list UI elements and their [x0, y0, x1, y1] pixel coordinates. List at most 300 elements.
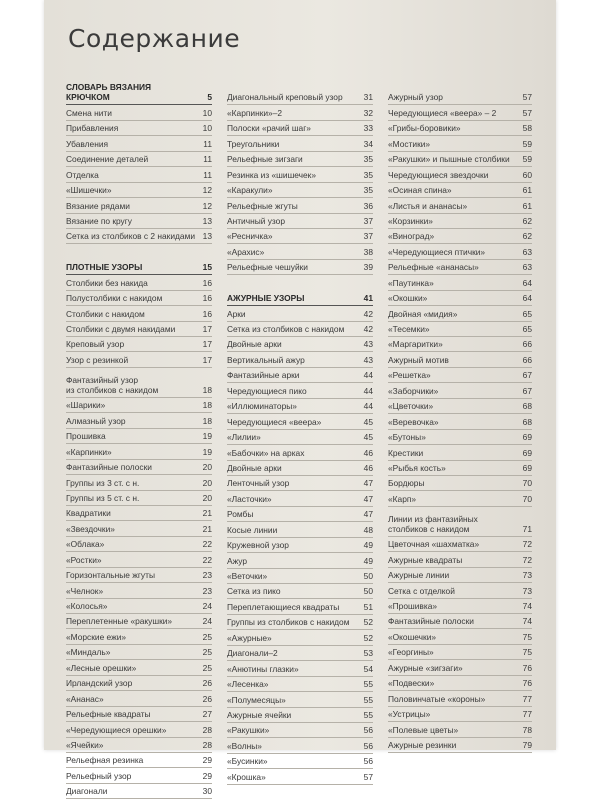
toc-page-number: 11 — [203, 138, 212, 149]
toc-entry — [227, 399, 373, 414]
toc-page-number: 23 — [202, 585, 212, 596]
toc-entry-title: Рельефные «ананасы» — [388, 262, 479, 273]
toc-entry — [66, 306, 212, 321]
toc-page-number: 24 — [202, 616, 212, 627]
toc-entry-title: Чередующиеся звездочки — [388, 169, 489, 180]
page-title: Содержание — [68, 24, 241, 53]
toc-entry-title: Узор с резинкой — [66, 354, 129, 365]
toc-page-number: 19 — [202, 446, 212, 457]
toc-page-number: 43 — [363, 339, 373, 350]
toc-entry-title: Рельефная резинка — [66, 755, 144, 766]
toc-entry-title: Линии из фантазийных столбиков с накидом — [388, 513, 478, 534]
toc-page-number: 12 — [202, 185, 212, 196]
toc-entry-title: Вязание по кругу — [66, 215, 132, 226]
toc-entry — [66, 784, 212, 799]
toc-page-number: 44 — [363, 370, 373, 381]
toc-gap — [227, 275, 373, 290]
toc-entry — [227, 368, 373, 383]
toc-entry-title: Крестики — [388, 447, 424, 458]
toc-page-number: 66 — [522, 339, 532, 350]
toc-entry-title: «Паутинка» — [388, 277, 434, 288]
toc-entry — [66, 614, 212, 629]
toc-entry — [388, 476, 532, 491]
toc-entry — [227, 352, 373, 367]
toc-entry — [227, 244, 373, 259]
toc-entry-title: Сетка с отделкой — [388, 585, 455, 596]
toc-entry-title: ПЛОТНЫЕ УЗОРЫ — [66, 262, 143, 273]
toc-entry-title: Столбики с двумя накидами — [66, 324, 176, 334]
toc-entry-title: «Окошечки» — [388, 631, 437, 642]
toc-entry — [388, 275, 532, 290]
toc-entry — [388, 614, 532, 629]
toc-page-number: 77 — [522, 693, 532, 704]
toc-page-number: 20 — [202, 477, 212, 488]
toc-page-number: 33 — [363, 123, 373, 134]
toc-entry — [227, 337, 373, 352]
toc-page-number: 69 — [522, 432, 532, 443]
toc-page-number: 55 — [363, 679, 373, 690]
toc-entry — [388, 183, 532, 198]
toc-page-number: 47 — [363, 478, 373, 489]
toc-entry-title: Ленточный узор — [227, 478, 290, 489]
toc-entry — [227, 430, 373, 445]
toc-page-number: 69 — [522, 447, 532, 458]
toc-entry — [227, 229, 373, 244]
toc-entry — [66, 444, 212, 459]
toc-page-number: 28 — [202, 724, 212, 735]
toc-page-number: 19 — [202, 431, 212, 442]
toc-page-number: 50 — [363, 586, 373, 597]
toc-page-number: 16 — [202, 308, 212, 319]
toc-entry-title: «Шишечки» — [66, 185, 112, 196]
toc-page-number: 5 — [207, 92, 212, 103]
toc-page-number: 56 — [363, 740, 373, 751]
toc-entry — [227, 105, 373, 120]
toc-entry-title: Диагонали–2 — [227, 648, 278, 659]
toc-entry-title: «Шарики» — [66, 400, 106, 411]
toc-page-number: 15 — [202, 262, 212, 273]
toc-entry-title: «Грибы-боровики» — [388, 123, 461, 134]
toc-entry — [227, 661, 373, 676]
toc-entry-title: Половинчатые «короны» — [388, 693, 486, 704]
toc-entry — [388, 306, 532, 321]
toc-page-number: 75 — [522, 647, 532, 658]
toc-page-number: 74 — [522, 616, 532, 627]
toc-entry — [227, 476, 373, 491]
toc-entry-title: «Иллюминаторы» — [227, 401, 297, 412]
toc-entry — [66, 229, 212, 244]
toc-entry — [66, 676, 212, 691]
toc-page-number: 54 — [363, 663, 373, 674]
toc-entry — [66, 722, 212, 737]
toc-page-number: 47 — [363, 493, 373, 504]
toc-entry — [388, 337, 532, 352]
toc-entry-title: «Рыбья кость» — [388, 462, 446, 473]
toc-page-number: 77 — [522, 709, 532, 720]
toc-page-number: 65 — [522, 324, 532, 334]
toc-entry-title: Резинка из «шишечек» — [227, 169, 317, 180]
toc-entry-title: «Карп» — [388, 493, 417, 504]
toc-page-number: 59 — [522, 138, 532, 149]
toc-entry-title: «Ростки» — [66, 554, 102, 565]
toc-page-number: 49 — [363, 555, 373, 566]
toc-page-number: 55 — [363, 694, 373, 705]
toc-section-heading — [227, 291, 373, 306]
toc-entry-title: «Устрицы» — [388, 709, 431, 720]
toc-page-number: 75 — [522, 631, 532, 642]
toc-entry — [66, 460, 212, 475]
toc-entry-title: «Полумесяцы» — [227, 694, 286, 705]
toc-entry-title: «Миндаль» — [66, 647, 111, 658]
toc-page-number: 30 — [202, 786, 212, 797]
toc-page-number: 10 — [202, 107, 212, 118]
toc-entry — [66, 521, 212, 536]
toc-entry — [66, 768, 212, 783]
toc-page-number: 17 — [202, 339, 212, 350]
toc-entry-title: Ажурные квадраты — [388, 554, 463, 565]
toc-entry-title: Цветочная «шахматка» — [388, 539, 480, 550]
toc-page-number: 38 — [363, 246, 373, 257]
toc-entry — [227, 198, 373, 213]
toc-entry — [388, 136, 532, 151]
toc-entry-title: Двойные арки — [227, 462, 282, 473]
toc-page-number: 57 — [363, 771, 373, 782]
toc-entry — [388, 352, 532, 367]
toc-page-number: 79 — [522, 739, 532, 750]
toc-page-number: 37 — [363, 231, 373, 242]
toc-entry — [227, 306, 373, 321]
toc-entry — [227, 646, 373, 661]
toc-entry — [388, 691, 532, 706]
toc-page-number: 35 — [363, 154, 373, 165]
toc-entry — [227, 569, 373, 584]
toc-entry-title: «Бусинки» — [227, 756, 268, 767]
toc-entry-title: «Ажурные» — [227, 632, 272, 643]
toc-entry — [66, 537, 212, 552]
toc-entry-title: «Маргаритки» — [388, 339, 443, 350]
toc-entry-title: «Подвески» — [388, 678, 435, 689]
toc-entry-title: Переплетенные «ракушки» — [66, 616, 173, 627]
toc-page-number: 68 — [522, 416, 532, 427]
toc-page-number: 73 — [522, 570, 532, 581]
toc-entry-title: «Ресничка» — [227, 231, 273, 242]
toc-entry — [227, 538, 373, 553]
toc-entry-title: «Лесные орешки» — [66, 662, 137, 673]
toc-page-number: 12 — [202, 200, 212, 211]
toc-entry-title: «Карпинки» — [66, 446, 112, 457]
toc-page-number: 27 — [202, 709, 212, 720]
toc-entry — [227, 214, 373, 229]
toc-page-number: 52 — [363, 617, 373, 628]
toc-entry-title: «Осиная спина» — [388, 185, 452, 196]
toc-entry — [66, 291, 212, 306]
toc-entry — [66, 599, 212, 614]
toc-entry — [227, 708, 373, 723]
toc-entry — [66, 629, 212, 644]
toc-entry — [227, 553, 373, 568]
toc-entry — [227, 152, 373, 167]
toc-column-3 — [388, 90, 532, 753]
toc-entry-title: АЖУРНЫЕ УЗОРЫ — [227, 293, 305, 304]
toc-entry — [388, 491, 532, 506]
toc-entry — [227, 491, 373, 506]
toc-entry — [66, 568, 212, 583]
toc-entry-title: Группы из столбиков с накидом — [227, 617, 350, 628]
toc-entry-title: Треугольники — [227, 138, 280, 149]
toc-entry-title: Сетка из столбиков с 2 накидами — [66, 231, 196, 242]
toc-entry — [227, 322, 373, 337]
toc-entry — [227, 445, 373, 460]
toc-entry-title: Ажурные резинки — [388, 739, 457, 750]
toc-entry — [227, 723, 373, 738]
toc-entry-title: Полустолбики с накидом — [66, 293, 163, 304]
toc-page-number: 57 — [522, 107, 532, 118]
toc-page-number: 73 — [522, 585, 532, 596]
toc-entry-title: «Георгины» — [388, 647, 434, 658]
toc-page-number: 59 — [522, 154, 532, 165]
toc-page-number: 52 — [363, 632, 373, 643]
toc-entry — [227, 599, 373, 614]
toc-entry-title: Двойные арки — [227, 339, 282, 350]
toc-entry — [388, 244, 532, 259]
toc-entry — [227, 769, 373, 784]
toc-entry-title: Смена нити — [66, 107, 112, 118]
toc-page-number: 51 — [363, 601, 373, 612]
toc-entry — [66, 167, 212, 182]
toc-entry — [388, 583, 532, 598]
toc-entry — [66, 198, 212, 213]
toc-entry — [227, 414, 373, 429]
toc-page-number: 47 — [363, 509, 373, 520]
toc-entry — [388, 660, 532, 675]
toc-entry — [227, 615, 373, 630]
toc-page-number: 76 — [522, 662, 532, 673]
toc-page-number: 10 — [202, 123, 212, 134]
toc-entry-title: Прибавления — [66, 123, 119, 134]
toc-page-number: 78 — [522, 724, 532, 735]
toc-entry — [227, 461, 373, 476]
toc-entry-title: «Облака» — [66, 539, 105, 550]
toc-entry-title: «Карпинки»–2 — [227, 107, 283, 118]
toc-entry-title: Вертикальный ажур — [227, 354, 305, 365]
toc-entry — [66, 183, 212, 198]
toc-page-number: 67 — [522, 370, 532, 381]
toc-entry-title: Ажурный узор — [388, 92, 443, 103]
toc-entry-title: Ажурные линии — [388, 570, 450, 581]
toc-entry — [227, 738, 373, 753]
toc-page-number: 63 — [522, 262, 532, 273]
toc-entry-title: Группы из 5 ст. с н. — [66, 492, 140, 503]
toc-page-number: 64 — [522, 293, 532, 304]
toc-entry — [227, 383, 373, 398]
toc-page-number: 22 — [202, 554, 212, 565]
toc-page-number: 63 — [522, 246, 532, 257]
toc-entry — [388, 105, 532, 120]
toc-entry-title: «Веточки» — [227, 571, 268, 581]
toc-page-number: 41 — [363, 293, 373, 304]
toc-entry — [388, 383, 532, 398]
toc-gap — [66, 244, 212, 259]
toc-page-number: 20 — [202, 492, 212, 503]
toc-entry-title: Соединение деталей — [66, 154, 149, 165]
toc-entry — [388, 738, 532, 753]
toc-page-number: 25 — [202, 647, 212, 658]
toc-page-number: 45 — [363, 416, 373, 427]
toc-page-number: 35 — [363, 169, 373, 180]
toc-entry-title: «Ракушки» и пышные столбики — [388, 154, 510, 165]
toc-entry — [66, 691, 212, 706]
toc-entry — [227, 183, 373, 198]
toc-page-number: 16 — [202, 293, 212, 304]
toc-entry — [66, 506, 212, 521]
toc-entry — [388, 599, 532, 614]
toc-entry-title: «Окошки» — [388, 293, 428, 304]
toc-entry — [227, 692, 373, 707]
toc-entry — [388, 461, 532, 476]
toc-entry — [388, 260, 532, 275]
toc-page-number: 20 — [202, 462, 212, 473]
toc-page-number: 36 — [363, 200, 373, 211]
toc-entry — [227, 584, 373, 599]
toc-page-number: 44 — [363, 401, 373, 412]
toc-entry-title: Ромбы — [227, 509, 254, 520]
toc-page-number: 16 — [202, 277, 212, 288]
toc-page-number: 70 — [522, 478, 532, 489]
toc-entry — [66, 475, 212, 490]
toc-entry-title: «Лилии» — [227, 432, 261, 443]
toc-entry-title: «Чередующиеся орешки» — [66, 724, 167, 735]
toc-entry-title: Арки — [227, 308, 246, 319]
toc-page-number: 58 — [522, 123, 532, 134]
toc-page-number: 42 — [363, 308, 373, 319]
toc-entry — [66, 322, 212, 337]
toc-page-number: 50 — [363, 571, 373, 581]
toc-entry — [227, 167, 373, 182]
toc-entry — [66, 136, 212, 151]
toc-entry-title: «Бабочки» на арках — [227, 447, 305, 458]
toc-entry — [227, 630, 373, 645]
toc-entry — [388, 291, 532, 306]
toc-entry — [388, 198, 532, 213]
toc-entry-title: «Листья и ананасы» — [388, 200, 468, 211]
toc-entry — [388, 629, 532, 644]
toc-entry-title: Рельефные квадраты — [66, 709, 151, 720]
toc-entry — [66, 121, 212, 136]
toc-entry-title: Столбики без накида — [66, 277, 148, 288]
toc-entry-title: Сетка из столбиков с накидом — [227, 324, 345, 334]
toc-page-number: 17 — [202, 324, 212, 334]
toc-page-number: 64 — [522, 277, 532, 288]
toc-entry-title: Двойная «мидия» — [388, 308, 458, 319]
toc-page-number: 74 — [522, 601, 532, 611]
toc-page-number: 56 — [363, 756, 373, 767]
toc-entry-title: Группы из 3 ст. с н. — [66, 477, 140, 488]
toc-page-number: 46 — [363, 447, 373, 458]
toc-page-number: 43 — [363, 354, 373, 365]
toc-entry — [388, 90, 532, 105]
toc-column-2 — [227, 90, 373, 785]
toc-page-number: 67 — [522, 385, 532, 396]
toc-entry-title: «Колосья» — [66, 601, 108, 611]
toc-page-number: 72 — [522, 554, 532, 565]
toc-entry — [227, 754, 373, 769]
toc-page-number: 26 — [202, 693, 212, 704]
toc-entry — [66, 398, 212, 413]
toc-entry-title: Ирландский узор — [66, 678, 133, 689]
toc-entry-title: «Веревочка» — [388, 416, 439, 427]
toc-entry — [227, 121, 373, 136]
toc-entry-title: «Решетка» — [388, 370, 431, 381]
toc-entry — [388, 152, 532, 167]
toc-page-number: 49 — [363, 540, 373, 551]
toc-page-number: 61 — [522, 185, 532, 196]
toc-entry — [66, 645, 212, 660]
toc-entry — [227, 136, 373, 151]
toc-entry-title: «Челнок» — [66, 585, 104, 596]
toc-page-number: 62 — [522, 215, 532, 226]
toc-entry — [66, 105, 212, 120]
toc-entry — [388, 676, 532, 691]
toc-page-number: 48 — [363, 524, 373, 535]
toc-entry — [388, 707, 532, 722]
toc-entry-title: «Заборчики» — [388, 385, 439, 396]
toc-page-number: 29 — [202, 755, 212, 766]
toc-entry-title: Полоски «рачий шаг» — [227, 123, 311, 134]
toc-entry — [388, 430, 532, 445]
toc-entry — [388, 552, 532, 567]
toc-page-number: 23 — [202, 570, 212, 581]
toc-page-number: 61 — [522, 200, 532, 211]
toc-entry — [388, 322, 532, 337]
toc-page-number: 37 — [363, 215, 373, 226]
toc-entry — [388, 414, 532, 429]
toc-page-number: 22 — [202, 539, 212, 550]
toc-entry-title: «Прошивка» — [388, 601, 438, 611]
toc-page-number: 68 — [522, 401, 532, 412]
toc-page-number: 42 — [363, 324, 373, 334]
toc-entry-title: Фантазийные полоски — [388, 616, 474, 627]
toc-entry — [388, 568, 532, 583]
toc-page-number: 45 — [363, 432, 373, 443]
toc-page-number: 55 — [363, 709, 373, 720]
toc-entry-title: Диагональный креповый узор — [227, 92, 343, 103]
toc-entry — [66, 753, 212, 768]
toc-entry — [66, 214, 212, 229]
toc-page-number: 29 — [202, 770, 212, 781]
toc-entry-title: «Арахис» — [227, 246, 265, 257]
toc-entry-title: Сетка из пико — [227, 586, 281, 597]
toc-entry — [388, 645, 532, 660]
toc-page-number: 39 — [363, 262, 373, 273]
toc-page-number: 34 — [363, 138, 373, 149]
toc-entry-title: «Бутоны» — [388, 432, 426, 443]
toc-page-number: 24 — [202, 601, 212, 611]
toc-entry-title: Горизонтальные жгуты — [66, 570, 155, 581]
toc-page-number: 13 — [202, 231, 212, 242]
toc-entry — [388, 507, 532, 537]
toc-entry — [66, 337, 212, 352]
toc-entry-title: Рельефные жгуты — [227, 200, 298, 211]
toc-entry — [388, 229, 532, 244]
toc-entry — [66, 491, 212, 506]
toc-entry-title: «Корзинки» — [388, 215, 433, 226]
toc-entry — [66, 152, 212, 167]
toc-entry-title: Вязание рядами — [66, 200, 130, 211]
toc-entry — [66, 583, 212, 598]
toc-entry-title: Диагонали — [66, 786, 108, 797]
toc-entry — [388, 121, 532, 136]
toc-entry-title: «Морские ежи» — [66, 631, 127, 642]
